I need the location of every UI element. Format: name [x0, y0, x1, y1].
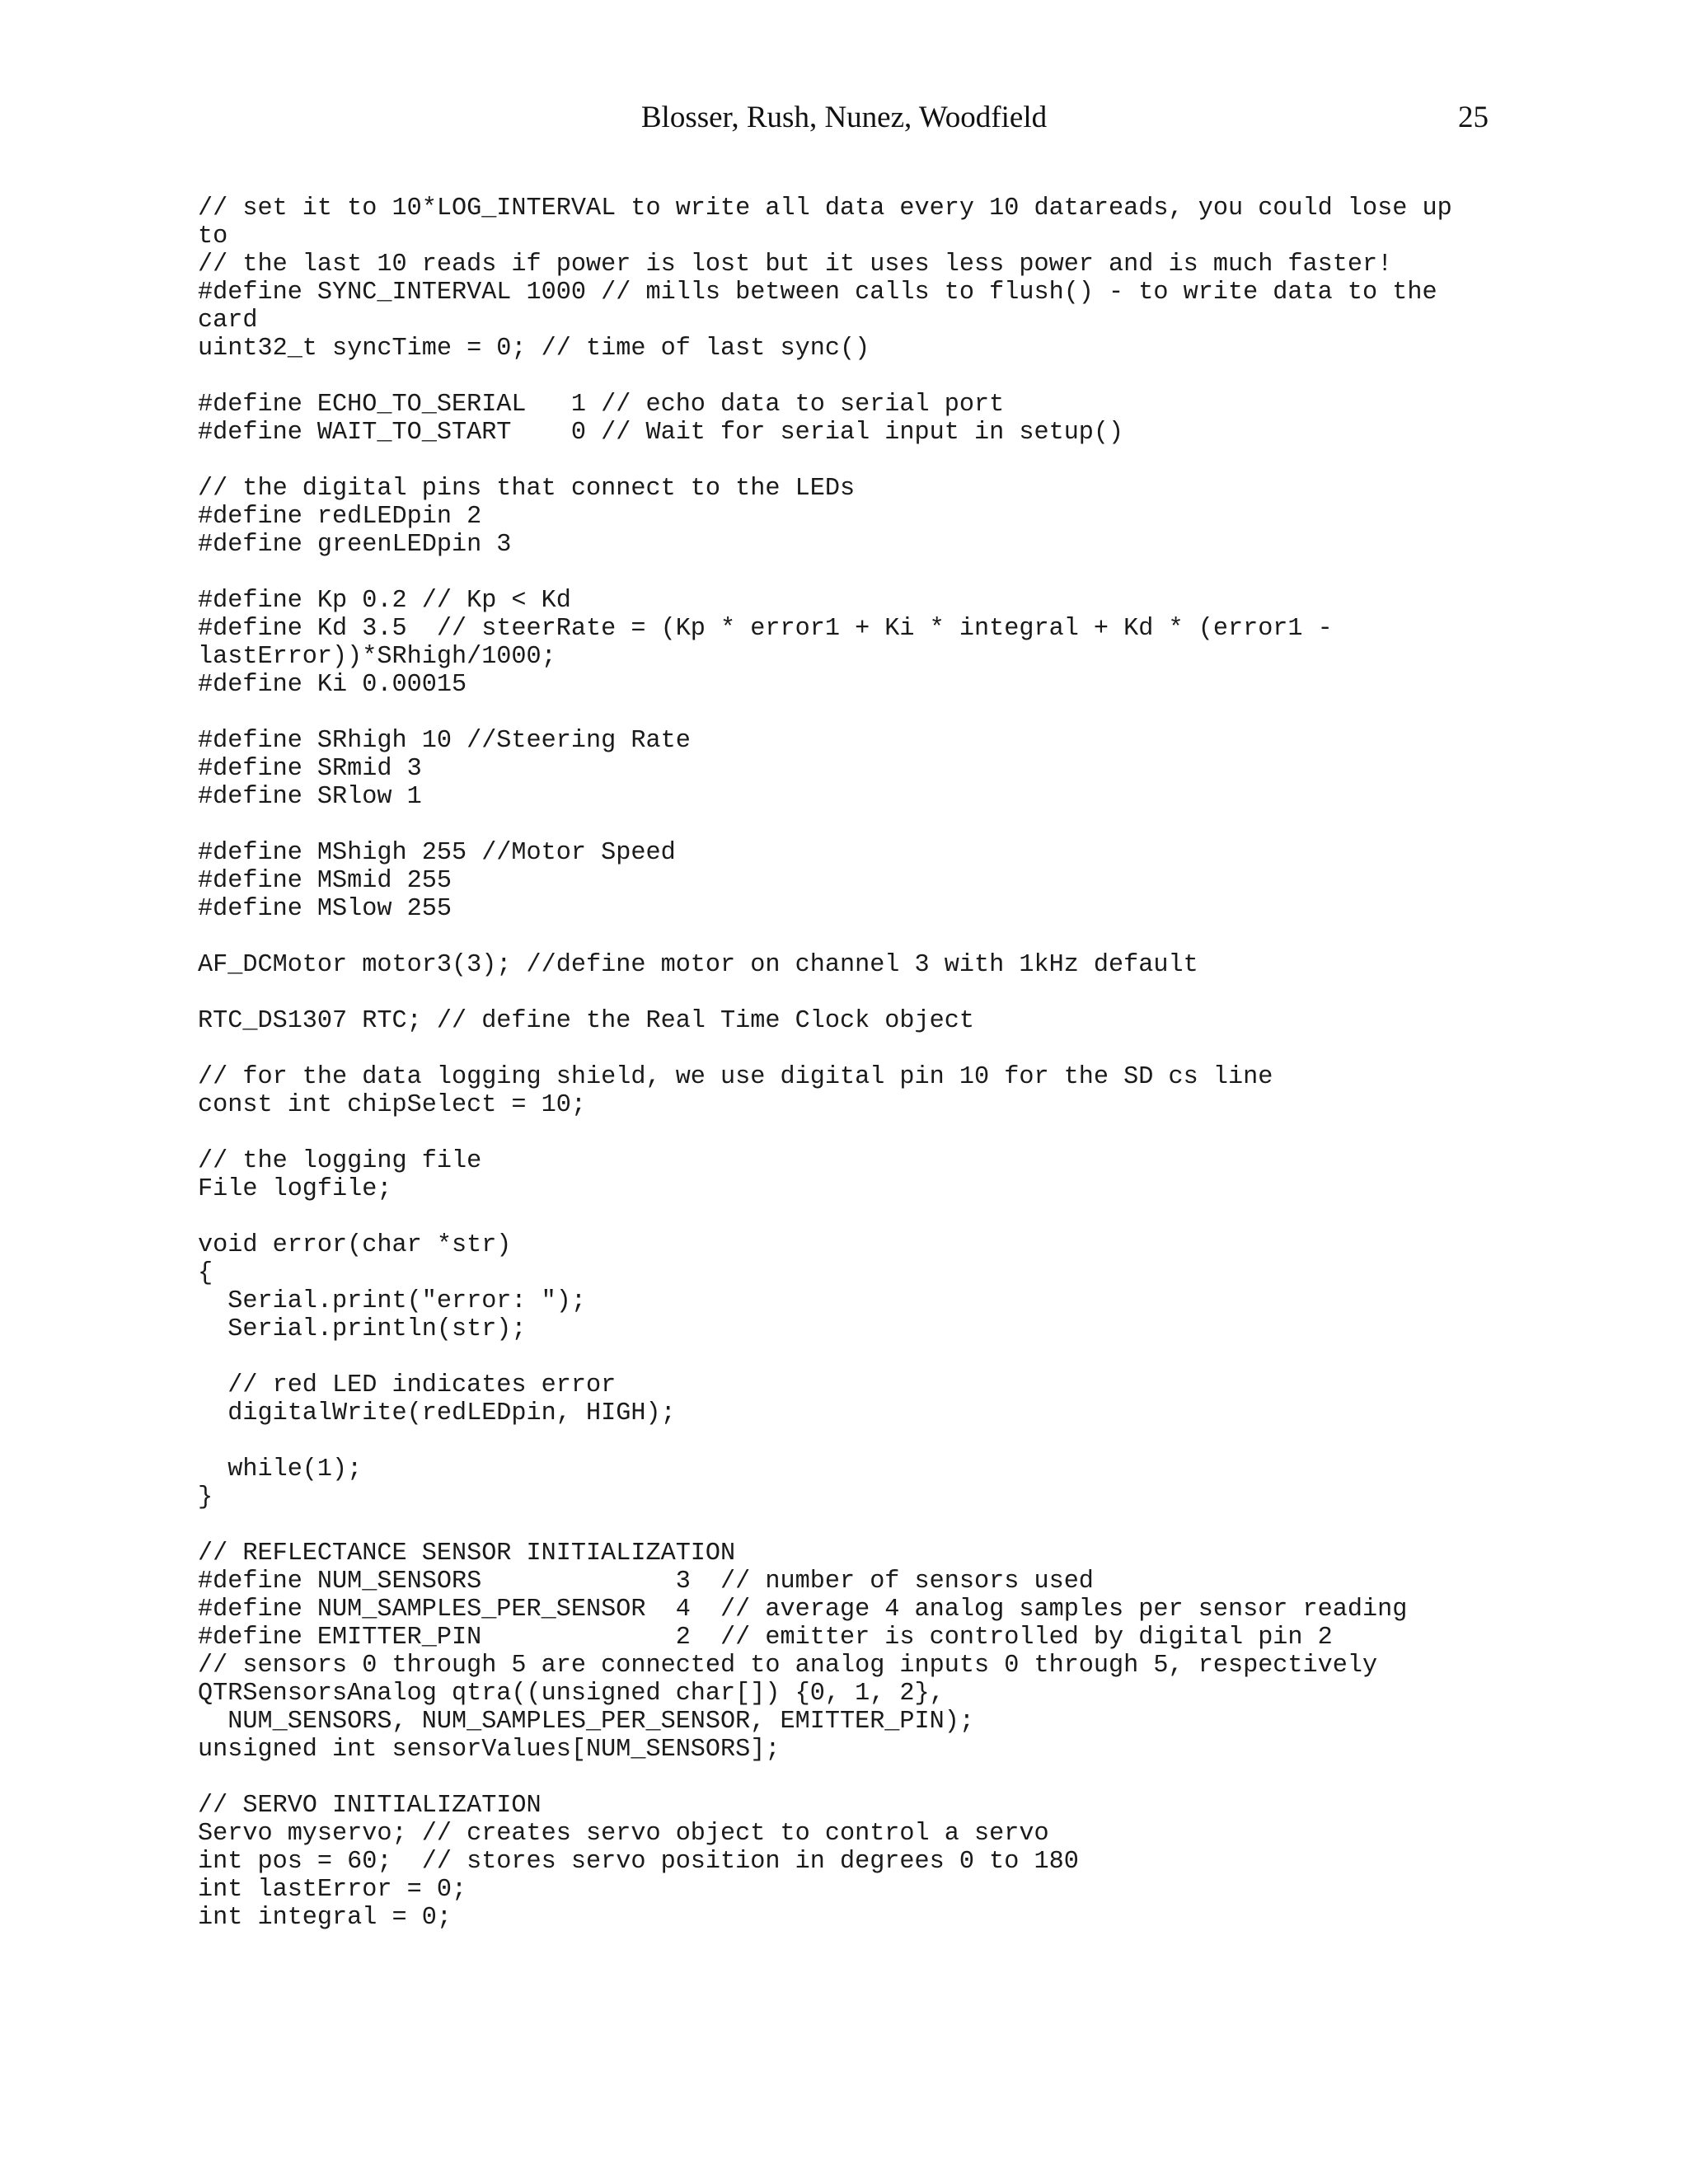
code-line [198, 1203, 1500, 1231]
running-head-authors: Blosser, Rush, Nunez, Woodfield [640, 101, 1048, 134]
code-line: File logfile; [198, 1175, 392, 1203]
code-line [198, 447, 1500, 475]
code-line: // the last 10 reads if power is lost but it uses less power and is much faster! [198, 251, 1393, 279]
code-line: void error(char *str) [198, 1231, 512, 1259]
code-line: #define MShigh 255 //Motor Speed [198, 839, 676, 867]
code-line: int lastError = 0; [198, 1876, 467, 1904]
code-line: lastError))*SRhigh/1000; [198, 643, 556, 671]
code-line [198, 1035, 1500, 1063]
code-line: while(1); [198, 1455, 363, 1483]
code-line: Servo myservo; // creates servo object to control a servo [198, 1820, 1049, 1848]
code-line [198, 1343, 1500, 1371]
code-line: #define Ki 0.00015 [198, 671, 467, 699]
code-line: // the logging file [198, 1147, 482, 1175]
code-line: #define EMITTER_PIN 2 // emitter is controlled by digital pin 2 [198, 1624, 1333, 1652]
code-line: // for the data logging shield, we use digital pin 10 for the SD cs line [198, 1063, 1273, 1091]
code-line: digitalWrite(redLEDpin, HIGH); [198, 1399, 676, 1427]
code-line: to [198, 223, 228, 251]
code-line: // sensors 0 through 5 are connected to analog inputs 0 through 5, respectively [198, 1652, 1378, 1680]
page-number: 25 [1458, 101, 1489, 134]
code-line: const int chipSelect = 10; [198, 1091, 587, 1119]
code-line: #define greenLEDpin 3 [198, 531, 512, 559]
code-line [198, 1511, 1500, 1540]
code-line [198, 559, 1500, 587]
code-line: card [198, 307, 258, 335]
code-line: // SERVO INITIALIZATION [198, 1792, 542, 1820]
code-line: QTRSensorsAnalog qtra((unsigned char[]) {0, 1, 2}, [198, 1680, 945, 1708]
code-line: #define Kp 0.2 // Kp < Kd [198, 587, 571, 615]
code-line: #define SRlow 1 [198, 783, 422, 811]
code-line: uint32_t syncTime = 0; // time of last sync() [198, 335, 870, 363]
code-line: #define MSlow 255 [198, 895, 452, 923]
code-line: #define redLEDpin 2 [198, 503, 482, 531]
code-line: #define ECHO_TO_SERIAL 1 // echo data to serial port [198, 391, 1005, 419]
code-line [198, 811, 1500, 839]
code-line: #define SYNC_INTERVAL 1000 // mills between calls to flush() - to write data to the [198, 279, 1437, 307]
code-line: // red LED indicates error [198, 1371, 617, 1399]
code-line: Serial.println(str); [198, 1315, 527, 1343]
code-line: #define NUM_SAMPLES_PER_SENSOR 4 // average 4 analog samples per sensor reading [198, 1596, 1408, 1624]
code-line: { [198, 1259, 213, 1287]
code-line: #define MSmid 255 [198, 867, 452, 895]
code-line: AF_DCMotor motor3(3); //define motor on channel 3 with 1kHz default [198, 951, 1198, 979]
code-line: NUM_SENSORS, NUM_SAMPLES_PER_SENSOR, EMITTER_PIN); [198, 1708, 975, 1736]
code-line: } [198, 1483, 213, 1511]
code-line: #define NUM_SENSORS 3 // number of sensors used [198, 1568, 1094, 1596]
code-line [198, 699, 1500, 727]
code-line: // set it to 10*LOG_INTERVAL to write all data every 10 datareads, you could lose up [198, 194, 1452, 223]
code-line: #define SRhigh 10 //Steering Rate [198, 727, 691, 755]
code-line [198, 1119, 1500, 1147]
code-line: #define SRmid 3 [198, 755, 422, 783]
code-line: Serial.print("error: "); [198, 1287, 587, 1315]
code-listing [198, 194, 1500, 1932]
code-line: // the digital pins that connect to the LEDs [198, 475, 856, 503]
code-line: int pos = 60; // stores servo position in degrees 0 to 180 [198, 1848, 1079, 1876]
code-line [198, 923, 1500, 951]
code-line: unsigned int sensorValues[NUM_SENSORS]; [198, 1736, 781, 1764]
code-line [198, 979, 1500, 1007]
code-line: RTC_DS1307 RTC; // define the Real Time Clock object [198, 1007, 975, 1035]
code-line: #define WAIT_TO_START 0 // Wait for serial input in setup() [198, 419, 1124, 447]
page-header [0, 97, 1688, 138]
code-line [198, 1764, 1500, 1792]
code-line [198, 363, 1500, 391]
code-line: int integral = 0; [198, 1904, 452, 1932]
code-line: #define Kd 3.5 // steerRate = (Kp * error1 + Ki * integral + Kd * (error1 - [198, 615, 1333, 643]
code-line: // REFLECTANCE SENSOR INITIALIZATION [198, 1540, 736, 1568]
code-line [198, 1427, 1500, 1455]
